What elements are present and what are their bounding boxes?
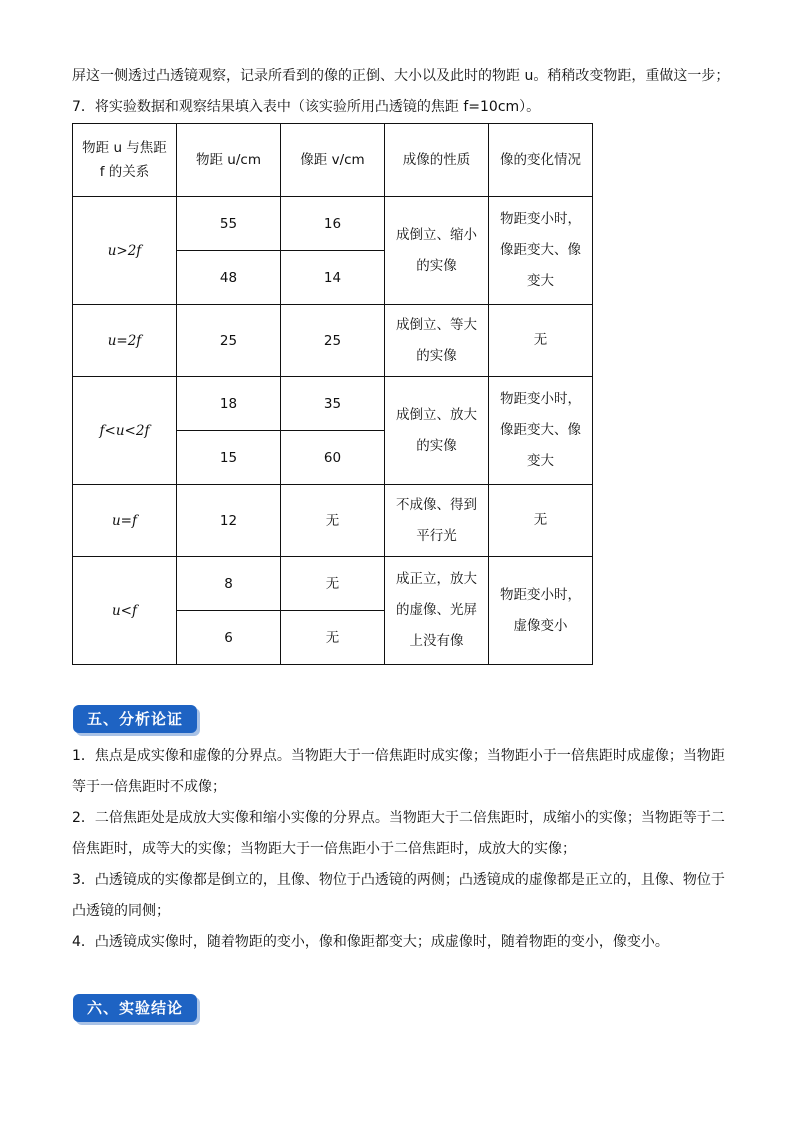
cell-image-nature-line: 不成像、得到 (396, 496, 477, 513)
table-row (73, 377, 593, 431)
cell-image-distance: 35 (281, 377, 385, 431)
analysis-item-line: 倍焦距时，成等大的实像；当物距大于一倍焦距小于二倍焦距时，成放大的实像； (72, 841, 576, 857)
header-image-change: 像的变化情况 (489, 124, 593, 197)
cell-image-nature (385, 557, 489, 665)
cell-relation: u>2f (73, 197, 177, 305)
cell-image-change-line: 物距变小时， (500, 211, 581, 227)
section-5-body (72, 741, 727, 958)
table-header-row (73, 124, 593, 197)
cell-image-distance: 无 (281, 557, 385, 611)
cell-object-distance: 8 (177, 557, 281, 611)
cell-image-change (489, 557, 593, 665)
table-row (73, 485, 593, 557)
cell-image-change (489, 197, 593, 305)
cell-image-change-line: 物距变小时， (500, 391, 581, 407)
cell-image-nature-line: 成倒立、等大 (396, 316, 477, 333)
cell-image-nature-line: 成正立，放大 (396, 571, 477, 587)
cell-image-change-line: 像距变大、像 (500, 242, 581, 258)
header-image-distance: 像距 v/cm (281, 124, 385, 197)
cell-image-change-line: 变大 (527, 273, 554, 289)
cell-relation: f<u<2f (73, 377, 177, 485)
cell-relation: u=f (73, 485, 177, 557)
analysis-item-line: 2．二倍焦距处是成放大实像和缩小实像的分界点。当物距大于二倍焦距时，成缩小的实像；当物距等于二 (72, 810, 725, 826)
section-5-title: 五、分析论证 (86, 710, 183, 728)
cell-image-nature-line: 的虚像、光屏 (396, 602, 477, 618)
cell-image-distance: 无 (281, 485, 385, 557)
header-object-distance: 物距 u/cm (177, 124, 281, 197)
table-row (73, 197, 593, 251)
experiment-table (72, 123, 593, 665)
intro-line-1: 屏这一侧透过凸透镜观察，记录所看到的像的正倒、大小以及此时的物距 u。稍稍改变物距，重做这一步； (72, 68, 730, 84)
cell-image-nature-line: 成倒立、放大 (396, 406, 477, 423)
cell-image-nature (385, 485, 489, 557)
cell-object-distance: 6 (177, 611, 281, 665)
cell-object-distance: 55 (177, 197, 281, 251)
header-relation-line-2: f 的关系 (99, 164, 150, 180)
cell-image-nature-line: 的实像 (416, 347, 457, 364)
analysis-item-line: 1．焦点是成实像和虚像的分界点。当物距大于一倍焦距时成实像；当物距小于一倍焦距时成虚像；当物距 (72, 748, 725, 764)
cell-object-distance: 15 (177, 431, 281, 485)
cell-image-change-line: 物距变小时， (500, 586, 581, 603)
header-image-nature: 成像的性质 (385, 124, 489, 197)
cell-image-change-line: 虚像变小 (513, 617, 568, 634)
cell-image-distance: 16 (281, 197, 385, 251)
cell-image-nature-line: 上没有像 (409, 633, 464, 649)
cell-object-distance: 48 (177, 251, 281, 305)
cell-object-distance: 18 (177, 377, 281, 431)
analysis-item-line: 凸透镜的同侧； (72, 903, 170, 919)
cell-image-change-line: 无 (533, 512, 548, 528)
cell-image-distance: 无 (281, 611, 385, 665)
analysis-item-line: 3．凸透镜成的实像都是倒立的，且像、物位于凸透镜的两侧；凸透镜成的虚像都是正立的，且像、物位于 (72, 872, 725, 888)
cell-image-change-line: 像距变大、像 (500, 422, 581, 438)
cell-image-change-line: 无 (533, 332, 548, 348)
cell-image-nature-line: 的实像 (416, 437, 457, 454)
cell-image-nature (385, 197, 489, 305)
cell-image-nature-line: 成倒立、缩小 (396, 226, 477, 243)
section-6-badge (73, 994, 197, 1022)
analysis-item-line: 4．凸透镜成实像时，随着物距的变小，像和像距都变大；成虚像时，随着物距的变小，像变小。 (72, 934, 669, 950)
cell-image-nature-line: 的实像 (416, 257, 457, 274)
cell-relation: u<f (73, 557, 177, 665)
cell-image-nature-line: 平行光 (416, 527, 457, 544)
analysis-item-line: 等于一倍焦距时不成像； (72, 779, 226, 795)
header-relation-line-1: 物距 u 与焦距 (82, 140, 167, 156)
cell-image-change (489, 305, 593, 377)
table-row (73, 557, 593, 611)
cell-image-nature (385, 305, 489, 377)
cell-image-distance: 25 (281, 305, 385, 377)
section-6-title: 六、实验结论 (86, 999, 183, 1017)
cell-object-distance: 25 (177, 305, 281, 377)
intro-line-2: 7．将实验数据和观察结果填入表中（该实验所用凸透镜的焦距 f=10cm）。 (72, 99, 541, 115)
cell-image-distance: 60 (281, 431, 385, 485)
cell-image-nature (385, 377, 489, 485)
cell-image-change (489, 485, 593, 557)
header-relation (73, 124, 177, 197)
table-row (73, 305, 593, 377)
cell-object-distance: 12 (177, 485, 281, 557)
cell-image-change-line: 变大 (527, 453, 554, 469)
section-5-badge (73, 705, 197, 733)
cell-image-change (489, 377, 593, 485)
cell-image-distance: 14 (281, 251, 385, 305)
cell-relation: u=2f (73, 305, 177, 377)
